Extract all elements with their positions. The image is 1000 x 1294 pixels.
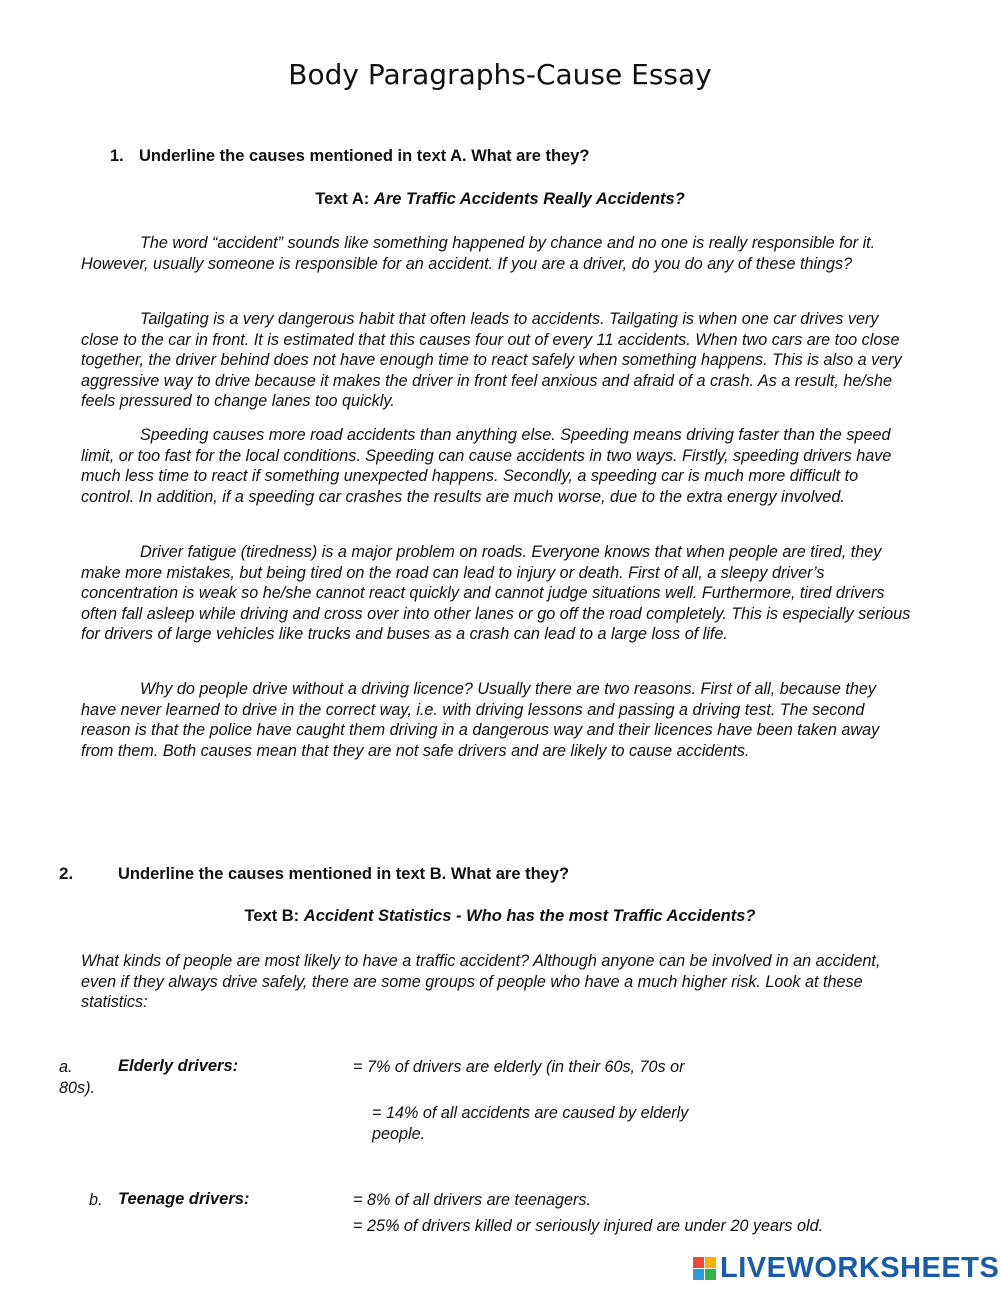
item-a-stat-1: = 7% of drivers are elderly (in their 60s, 70s or bbox=[353, 1058, 685, 1076]
logo-text: LIVEWORKSHEETS bbox=[720, 1252, 1000, 1284]
logo-block bbox=[693, 1269, 704, 1280]
question-2-number: 2. bbox=[59, 864, 74, 883]
item-b-stat-1: = 8% of all drivers are teenagers. bbox=[353, 1191, 591, 1209]
text-a-paragraph: The word “accident” sounds like something happened by chance and no one is really responsible for it. However, usually someone is responsible for an accident. If you are a driver, do you do any of these things? bbox=[81, 234, 876, 273]
item-a-stat-1-cont: 80s). bbox=[59, 1079, 95, 1097]
text-b-intro: What kinds of people are most likely to have a traffic accident? Although anyone can be involved in an accident, even if they always drive safely, there are some groups of people who have a much higher risk. Look at these statistics: bbox=[81, 952, 881, 1012]
item-b-letter: b. bbox=[89, 1191, 103, 1209]
question-1-text: Underline the causes mentioned in text A. What are they? bbox=[139, 147, 590, 165]
item-a-stat-2: = 14% of all accidents are caused by elderly people. bbox=[372, 1104, 689, 1143]
logo-block bbox=[705, 1269, 716, 1280]
item-a-letter: a. bbox=[59, 1058, 73, 1076]
question-1-number: 1. bbox=[110, 147, 124, 165]
text-a-paragraph: Why do people drive without a driving licence? Usually there are two reasons. First of all, because they have never learned to drive in the correct way, i.e. with driving lessons and passing a driving test. The second reason is that the police have caught them driving in a dangerous way and their licences have been taken away from them. Both causes mean that they are not safe drivers and are likely to cause accidents. bbox=[81, 680, 880, 760]
question-2-text: Underline the causes mentioned in text B. What are they? bbox=[118, 865, 570, 883]
text-a-paragraph: Driver fatigue (tiredness) is a major problem on roads. Everyone knows that when people are tired, they make more mistakes, but being tired on the road can lead to injury or death. First of all, a sleepy driver’s concentration is weak so he/she cannot react quickly and cannot judge situations well. Furthermore, tired drivers often fall asleep while driving and cross over into other lanes or go off the road completely. This is especially serious for drivers of large vehicles like trucks and buses as a crash can lead to a large loss of life. bbox=[81, 543, 911, 644]
text-a-label: Text A: bbox=[315, 190, 370, 208]
logo-blocks-icon bbox=[693, 1257, 716, 1280]
logo-block bbox=[705, 1257, 716, 1268]
text-a-paragraph: Speeding causes more road accidents than anything else. Speeding means driving faster than the speed limit, or too fast for the local conditions. Speeding can cause accidents in two ways. Firstly, speeding drivers have much less time to react if something unexpected happens. Secondly, a speeding car is much more difficult to control. In addition, if a speeding car crashes the results are much worse, due to the extra energy involved. bbox=[81, 426, 892, 506]
text-a-paragraph: Tailgating is a very dangerous habit that often leads to accidents. Tailgating is when one car drives very close to the car in front. It is estimated that this causes four out of every 11 accidents. When two cars are too close together, the driver behind does not have enough time to react safely when something happens. This is also a very aggressive way to drive because it makes the driver in front feel anxious and afraid of a crash. As a result, he/she feels pressured to change lanes too quickly. bbox=[81, 310, 902, 411]
text-a-title: Are Traffic Accidents Really Accidents? bbox=[373, 190, 685, 208]
text-a-heading bbox=[0, 190, 1000, 209]
logo-block bbox=[693, 1257, 704, 1268]
item-b-stat-2: = 25% of drivers killed or seriously injured are under 20 years old. bbox=[353, 1217, 824, 1235]
page-title: Body Paragraphs-Cause Essay bbox=[288, 58, 712, 91]
item-b-label: Teenage drivers: bbox=[118, 1190, 250, 1208]
liveworksheets-logo[interactable] bbox=[693, 1252, 999, 1285]
text-b-label: Text B: bbox=[244, 907, 300, 925]
text-b-heading bbox=[0, 907, 1000, 926]
text-b-title: Accident Statistics - Who has the most Traffic Accidents? bbox=[303, 907, 756, 925]
item-a-label: Elderly drivers: bbox=[118, 1057, 239, 1075]
